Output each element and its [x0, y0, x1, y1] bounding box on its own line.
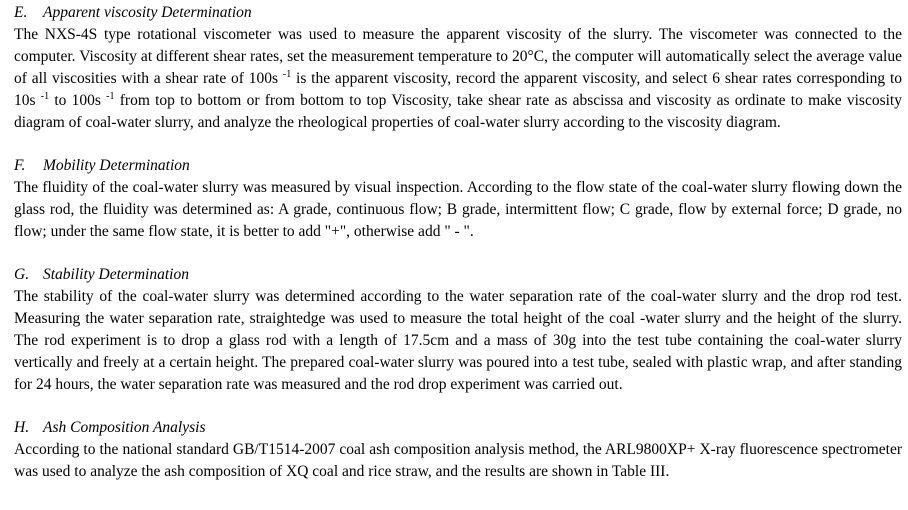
paragraph-text: to 100s — [49, 92, 107, 109]
section-title: Apparent viscosity Determination — [43, 4, 252, 21]
section-title: Ash Composition Analysis — [43, 419, 206, 436]
paragraph-text: is the apparent viscosity, record the apparent viscosity, and select 6 shear rates corresponding to 10s — [14, 70, 902, 109]
section-apparent-viscosity — [14, 2, 902, 134]
section-heading — [14, 417, 902, 439]
section-letter: E. — [14, 4, 28, 21]
superscript: -1 — [282, 69, 292, 80]
paragraph-text: The NXS-4S type rotational viscometer was used to measure the apparent viscosity of the slurry. The viscometer was connected to the computer. Viscosity at different shear rates, set the measurement temperature to 20°C, the computer will automatically select the average value of all viscosities with a shear rate of 100s — [14, 26, 902, 87]
section-paragraph: The stability of the coal-water slurry was determined according to the water separation rate of the coal-water slurry and the drop rod test. Measuring the water separation rate, straightedge was used to measure the total height of the coal -water slurry and the height of the slurry. The rod experiment is to drop a glass rod with a length of 17.5cm and a mass of 30g into the test tube containing the coal-water slurry vertically and freely at a certain height. The prepared coal-water slurry was poured into a test tube, sealed with plastic wrap, and after standing for 24 hours, the water separation rate was measured and the rod drop experiment was carried out. — [14, 288, 902, 393]
section-paragraph: According to the national standard GB/T1514-2007 coal ash composition analysis method, the ARL9800XP+ X-ray fluorescence spectrometer was used to analyze the ash composition of XQ coal and rice straw, and the results are shown in Table III. — [14, 441, 902, 480]
section-heading — [14, 155, 902, 177]
section-paragraph — [14, 24, 902, 134]
section-letter: G. — [14, 266, 30, 283]
section-ash-composition — [14, 417, 902, 483]
section-letter: F. — [14, 157, 26, 174]
section-paragraph: The fluidity of the coal-water slurry was measured by visual inspection. According to the flow state of the coal-water slurry flowing down the glass rod, the fluidity was determined as: A grade, continuous flow; B grade, intermittent flow; C grade, flow by external force; D grade, no flow; under the same flow state, it is better to add "+", otherwise add " - ". — [14, 179, 902, 240]
section-title: Mobility Determination — [43, 157, 190, 174]
section-mobility — [14, 155, 902, 243]
superscript: -1 — [106, 91, 115, 102]
section-heading — [14, 264, 902, 286]
superscript: -1 — [40, 91, 50, 102]
section-letter: H. — [14, 419, 30, 436]
section-heading — [14, 2, 902, 24]
section-stability — [14, 264, 902, 396]
section-title: Stability Determination — [43, 266, 189, 283]
paragraph-text: from top to bottom or from bottom to top Viscosity, take shear rate as abscissa and viscosity as ordinate to make viscosity diagram of coal-water slurry, and analyze the rheological properties of coal-water slurry according to the viscosity diagram. — [14, 92, 902, 131]
